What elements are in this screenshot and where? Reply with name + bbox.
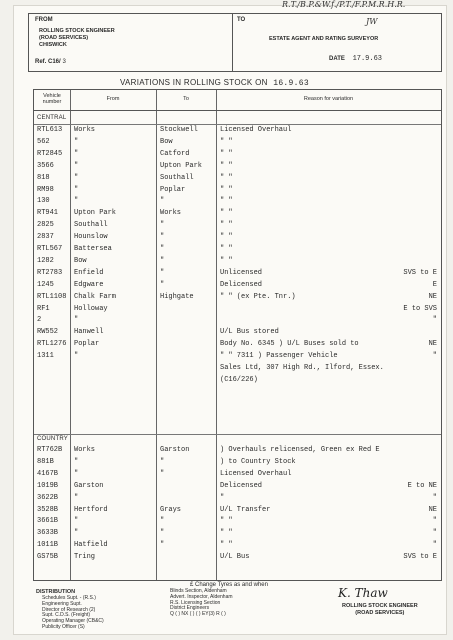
date-field [329,55,382,63]
to-label: TO [237,17,246,23]
cell-reason: " " [220,245,233,253]
distribution-item: Supt. C.D.S. (Freight) [42,612,91,619]
cell-vehicle-number: 3661B [37,517,59,526]
cell-reason: " " [220,185,233,194]
cell-from: Works [74,446,96,454]
cell-to: " [160,268,165,277]
cell-reason: " " [220,161,233,170]
cell-remark: " [432,541,437,550]
cell-reason: Unlicensed [220,268,263,277]
cell-vehicle-number: RF1 [37,304,50,313]
cell-from: Hanwell [74,328,104,337]
date-value: 17.9.63 [352,55,382,63]
cell-from: " [74,161,79,170]
cell-from: " [74,149,79,158]
cell-remark: SVS to E [403,268,437,277]
cell-from: " [74,173,79,182]
cell-remark: E to NE [407,481,437,490]
cell-from: Bow [74,256,87,265]
cell-reason: " [220,493,225,502]
cell-to: " [160,221,165,230]
cell-vehicle-number: 1011B [37,541,59,550]
distribution-list-middle [170,589,233,618]
header-from: From [106,96,120,102]
header-reason: Reason for variation [303,96,354,102]
cell-to: Upton Park [160,161,203,170]
variations-table [33,89,442,581]
distribution-item: Publicity Officer (S) [42,623,85,630]
cell-vehicle-number: RTL613 [37,126,63,134]
handwritten-initials: JW [366,17,378,26]
cell-from: " [74,517,79,526]
cell-to: Works [160,209,182,218]
distribution-label: DISTRIBUTION [36,589,76,595]
section-central: CENTRAL [37,115,67,121]
cell-vehicle-number: 2837 [37,233,54,242]
cell-from: Edgware [74,280,104,289]
cell-reason: ) Overhauls relicensed, Green ex Red E [220,446,380,454]
cell-reason: " " [220,173,233,182]
cell-reason: Licensed Overhaul [220,126,292,134]
cell-remark: " [432,517,437,526]
cell-vehicle-number: RW552 [37,328,59,337]
cell-to: " [160,256,165,265]
cell-from: Hertford [74,505,108,514]
column-divider [156,90,157,580]
sig-org-line: (ROAD SERVICES) [355,610,405,616]
cell-from: Hounslow [74,233,108,242]
cell-to: Southall [160,173,194,182]
cell-vehicle-number: 3633B [37,529,59,538]
header-box [28,13,442,72]
ref-label: Ref. C16/ [35,59,61,65]
cell-from: " [74,137,79,146]
cell-vehicle-number: RT2783 [37,268,63,277]
cell-to: Garston [160,446,190,454]
cell-vehicle-number: 1245 [37,280,54,289]
cell-remark: " [432,493,437,502]
signatory-organization [342,603,418,617]
cell-to: " [160,469,165,478]
cell-reason: Body No. 6345 ) U/L Buses sold to [220,340,359,349]
cell-to: " [160,233,165,242]
cell-vehicle-number: GS75B [37,553,59,562]
cell-reason: Licensed Overhaul [220,469,292,478]
cell-reason: " " [220,149,233,158]
cell-reason: " " [220,209,233,218]
cell-from: Works [74,126,96,134]
cell-remark: " [432,529,437,538]
cell-from: Southall [74,221,108,230]
from-org-line: ROLLING STOCK ENGINEER [39,28,115,34]
cell-remark: NE [428,292,437,301]
distribution-item: Operating Manager (CB&C) [42,618,104,625]
distribution-item: Blinds Section, Aldenham [170,588,227,594]
distribution-item: District Engineers [170,605,210,612]
from-organization [39,28,115,49]
cell-from: Upton Park [74,209,117,218]
distribution-item: R.S. Licensing Section [170,599,221,606]
cell-vehicle-number: 3566 [37,161,54,170]
cell-vehicle-number: 562 [37,137,50,146]
section-country: COUNTRY [37,436,68,442]
cell-from: " [74,316,79,325]
cell-to: " [160,541,165,550]
cell-vehicle-number: RT941 [37,209,59,218]
cell-reason: " " [220,233,233,242]
footnote: £ Change Tyres as and when [190,582,268,588]
date-label: DATE [329,56,345,62]
cell-from: Poplar [74,340,100,349]
cell-from: Enfield [74,268,104,277]
cell-from: " [74,529,79,538]
cell-vehicle-number: 4167B [37,469,59,478]
distribution-item: Q ( ) NX ( ) ( ) EY(3) R ( ) [170,611,226,618]
cell-to: Grays [160,505,182,514]
cell-from: Tring [74,553,96,562]
title-date: 16.9.63 [273,79,309,88]
cell-reason: " " (ex Pte. Tnr.) [220,292,296,301]
cell-from: Chalk Farm [74,292,117,301]
cell-remark: NE [428,340,437,349]
cell-vehicle-number: 1019B [37,481,59,490]
column-divider [70,90,71,580]
cell-reason: " " [220,529,233,538]
cell-vehicle-number: RM98 [37,185,54,194]
cell-reason: U/L Transfer [220,505,271,514]
cell-from: " [74,493,79,502]
from-org-line: (ROAD SERVICES) [39,35,89,41]
handwritten-distribution-note: R.T./B.P.&W.f./P.T./F.P.M.R.H.R. [282,0,406,9]
cell-vehicle-number: 3528B [37,505,59,514]
cell-reason: U/L Bus stored [220,328,279,337]
cell-to: Bow [160,137,173,146]
cell-to: Catford [160,149,190,158]
header-vehicle-line: Vehicle [43,93,61,99]
cell-remark: " [432,352,437,361]
cell-from: " [74,197,79,206]
cell-vehicle-number: 1311 [37,352,54,361]
cell-reason: " " [220,221,233,230]
cell-vehicle-number: RTL1276 [37,340,67,349]
cell-vehicle-number: 881B [37,457,54,466]
cell-to: " [160,517,165,526]
cell-reason: " " [220,256,233,265]
to-organization: ESTATE AGENT AND RATING SURVEYOR [269,36,379,42]
cell-from: " [74,185,79,194]
cell-to: " [160,457,165,466]
cell-from: Battersea [74,245,112,253]
distribution-item: Schedules Supt. - (R.S.) [42,595,96,601]
cell-vehicle-number: 3622B [37,493,59,502]
header-to: To [183,96,189,102]
cell-to: " [160,197,165,206]
from-label: FROM [35,17,53,23]
cell-reason: Delicensed [220,280,263,289]
cell-remark: SVS to E [403,553,437,562]
signature: K. Thaw [338,586,388,600]
cell-reason: " " [220,137,233,146]
cell-remark: " [432,316,437,325]
sig-org-line: ROLLING STOCK ENGINEER [342,603,418,609]
cell-vehicle-number: 130 [37,197,50,206]
page-title [120,78,309,88]
cell-remark: E [432,280,437,289]
section-rule [34,124,441,125]
cell-reason: " " 7311 ) Passenger Vehicle [220,352,338,361]
distribution-item: Engineering Supt. [42,600,82,607]
section-rule [34,434,441,435]
column-divider [216,90,217,580]
cell-reason: " " [220,541,233,550]
header-divider [232,14,233,71]
cell-from: " [74,469,79,478]
cell-remark: E to SVS [403,304,437,313]
cell-reason: (C16/226) [220,375,258,384]
cell-reason: U/L Bus [220,553,250,562]
cell-from: Holloway [74,304,108,313]
cell-to: Poplar [160,185,186,194]
cell-from: " [74,352,79,361]
cell-to: Highgate [160,292,194,301]
cell-from: " [74,457,79,466]
cell-vehicle-number: RTL567 [37,245,63,253]
cell-reason: Delicensed [220,481,263,490]
cell-to: Stockwell [160,126,198,134]
cell-vehicle-number: RTL1108 [37,292,67,301]
reference [35,58,66,65]
cell-vehicle-number: RT762B [37,446,63,454]
cell-vehicle-number: 2825 [37,221,54,230]
title-text: VARIATIONS IN ROLLING STOCK ON [120,78,268,87]
ref-value: 3 [62,58,66,65]
distribution-item: Director of Research (2) [42,606,96,613]
cell-to: " [160,529,165,538]
cell-vehicle-number: RT2845 [37,149,63,158]
distribution-list-left [42,596,104,631]
cell-remark: NE [428,505,437,514]
cell-to: " [160,280,165,289]
cell-vehicle-number: 818 [37,173,50,182]
cell-from: Garston [74,481,104,490]
cell-reason: ) to Country Stock [220,457,296,466]
cell-to: " [160,245,165,253]
cell-reason: " " [220,197,233,206]
cell-reason: " " [220,517,233,526]
from-org-line: CHISWICK [39,42,67,48]
cell-vehicle-number: 1282 [37,256,54,265]
table-header [34,90,441,111]
header-vehicle-line: number [42,99,62,105]
header-vehicle-number [34,93,70,105]
cell-reason: Sales Ltd, 307 High Rd., Ilford, Essex. [220,364,384,372]
distribution-item: Advert. Inspector, Aldenham [170,593,233,600]
cell-from: Hatfield [74,541,108,550]
cell-vehicle-number: 2 [37,316,42,325]
